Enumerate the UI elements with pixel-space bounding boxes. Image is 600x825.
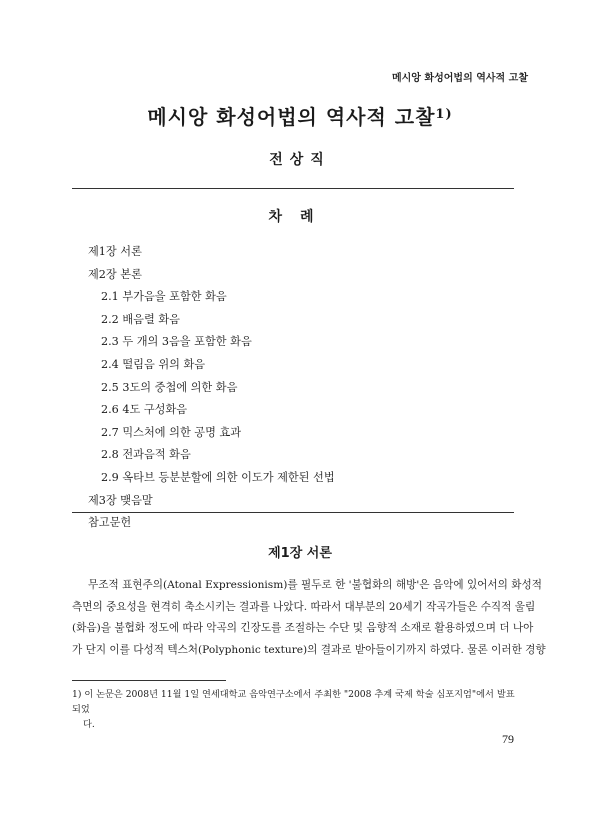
toc-item: 2.4 떨림음 위의 화음 [101, 357, 206, 371]
body-line: 무조적 표현주의(Atonal Expressionism)를 필두로 한 '불협화의 해방'은 음악에 있어서의 화성적 [88, 579, 542, 591]
toc-item: 제3장 맺음말 [88, 493, 153, 507]
footnote-text: 이 논문은 2008년 11월 1일 연세대학교 음악연구소에서 주최한 "2008 추계 국제 학술 심포지엄"에서 발표되었 [72, 689, 515, 715]
body-line: 측면의 중요성을 현격히 축소시키는 결과를 나았다. 따라서 대부분의 20세기 작곡가들은 수직적 울림 [72, 600, 536, 613]
toc-item: 2.9 옥타브 등분분할에 의한 이도가 제한된 선법 [101, 470, 335, 484]
toc-item: 2.2 배음렬 화음 [101, 312, 180, 326]
footnote-line [72, 687, 518, 717]
toc-item: 2.1 부가음을 포함한 화음 [101, 290, 227, 304]
page-number: 79 [502, 732, 514, 746]
paper-title-text: 메시앙 화성어법의 역사적 고찰 [147, 105, 436, 129]
title-footnote-mark: 1) [435, 107, 453, 122]
section-heading: 제1장 서론 [268, 546, 332, 561]
body-paragraph [72, 575, 546, 661]
toc-bottom-rule [72, 512, 514, 513]
toc-item: 2.3 두 개의 3음을 포함한 화음 [101, 335, 252, 349]
toc-item: 2.8 전과음적 화음 [101, 448, 191, 462]
toc-item: 2.5 3도의 중첩에 의한 화음 [101, 380, 238, 394]
toc-item: 제2장 본론 [88, 267, 142, 281]
table-of-contents [88, 243, 508, 537]
running-header: 메시앙 화성어법의 역사적 고찰 [391, 73, 528, 84]
author-name: 전상직 [269, 152, 331, 168]
body-line: (화음)을 불협화 정도에 따라 악곡의 긴장도를 조절하는 수단 및 음향적 소재로 활용하였으며 더 나아 [72, 622, 534, 634]
footnote [72, 687, 518, 732]
toc-heading: 차례 [268, 209, 332, 225]
toc-item: 참고문헌 [88, 516, 132, 530]
body-line: 가 단지 이를 다성적 텍스처(Polyphonic texture)의 결과로 받아들이기까지 하였다. 물론 이러한 경향 [72, 643, 546, 656]
toc-item: 2.7 믹스처에 의한 공명 효과 [101, 425, 242, 439]
footnote-mark: 1) [72, 689, 82, 700]
footnote-continuation: 다. [83, 719, 95, 730]
toc-item: 제1장 서론 [88, 245, 142, 258]
paper-title [0, 101, 600, 130]
toc-top-rule [72, 188, 514, 189]
toc-item: 2.6 4도 구성화음 [101, 403, 188, 417]
footnote-rule [72, 680, 226, 681]
